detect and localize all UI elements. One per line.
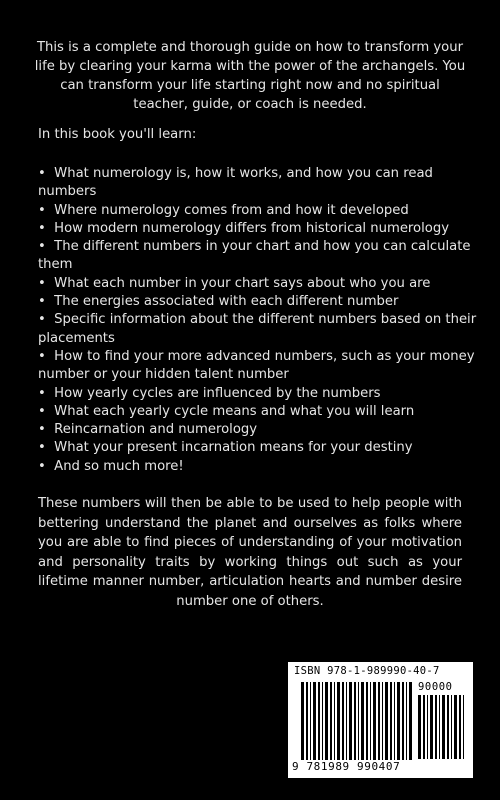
addon-number: 90000	[418, 681, 453, 693]
barcode-stripe	[378, 682, 380, 760]
closing-paragraph: These numbers will then be able to be used to help people with bettering understand the planet and ourselves as folks where you are able to find pieces of understanding of your motivation and personality traits by working things out such as your lifetime manner number, articulation hearts and number desire number one of others.	[38, 496, 462, 609]
list-item: • How modern numerology differs from historical numerology	[38, 220, 478, 238]
barcode-stripe	[361, 682, 364, 760]
barcode-stripe	[358, 682, 359, 760]
barcode-stripe	[310, 682, 311, 760]
barcode-stripe	[423, 695, 425, 759]
barcode-stripe	[409, 682, 412, 760]
barcode-stripe	[439, 695, 440, 759]
barcode-stripe	[463, 695, 464, 759]
barcode-stripe	[390, 682, 392, 760]
barcode-stripe	[337, 682, 340, 760]
list-item: • What numerology is, how it works, and how you can read numbers	[38, 165, 478, 202]
list-item: • What each yearly cycle means and what you will learn	[38, 403, 478, 421]
list-item: • Reincarnation and numerology	[38, 421, 478, 439]
barcode-stripe	[342, 682, 344, 760]
barcode-stripe	[373, 682, 376, 760]
barcode-stripe	[366, 682, 368, 760]
learn-list	[38, 165, 478, 476]
barcode-stripe	[435, 695, 437, 759]
list-item: • The energies associated with each different number	[38, 293, 478, 311]
barcode-stripe	[325, 682, 328, 760]
list-item: • And so much more!	[38, 458, 478, 476]
barcode-stripe	[313, 682, 316, 760]
barcode-stripe	[382, 682, 383, 760]
barcode-stripe	[454, 695, 457, 759]
barcode-stripe	[427, 695, 428, 759]
addon-bars	[418, 695, 468, 773]
barcode-stripe	[306, 682, 308, 760]
barcode-stripe	[370, 682, 371, 760]
barcode-stripe	[406, 682, 407, 760]
list-item: • What each number in your chart says about who you are	[38, 275, 478, 293]
barcode-stripe	[459, 695, 461, 759]
barcode-stripe	[354, 682, 356, 760]
ean-number: 9 781989 990407	[292, 760, 401, 773]
learn-heading: In this book you'll learn:	[38, 127, 197, 142]
isbn-label: ISBN 978-1-989990-40-7	[294, 665, 440, 677]
barcode-stripe	[418, 695, 421, 759]
barcode-stripe	[451, 695, 452, 759]
list-item: • How yearly cycles are influenced by the numbers	[38, 385, 478, 403]
barcode-stripe	[442, 695, 445, 759]
isbn-barcode	[288, 662, 473, 778]
barcode-stripe	[397, 682, 400, 760]
list-item: • Specific information about the different numbers based on their placements	[38, 311, 478, 348]
barcode-stripe	[318, 682, 320, 760]
list-item: • Where numerology comes from and how it developed	[38, 202, 478, 220]
list-item: • What your present incarnation means for your destiny	[38, 439, 478, 457]
barcode-stripe	[385, 682, 388, 760]
list-item: • The different numbers in your chart and how you can calculate them	[38, 238, 478, 275]
barcode-stripe	[346, 682, 347, 760]
barcode-stripe	[334, 682, 335, 760]
ean-bars	[301, 682, 413, 760]
barcode-stripe	[394, 682, 395, 760]
barcode-stripe	[447, 695, 449, 759]
barcode-stripe	[322, 682, 323, 760]
barcode-stripe	[330, 682, 332, 760]
intro-paragraph: This is a complete and thorough guide on how to transform your life by clearing your karma with the power of the archangels. You can transform your life starting right now and no spiritual teacher, guide, or coach is needed.	[34, 40, 466, 112]
barcode-stripe	[430, 695, 433, 759]
barcode-stripe	[349, 682, 352, 760]
barcode-stripe	[301, 682, 304, 760]
list-item: • How to find your more advanced numbers, such as your money number or your hidden talent number	[38, 348, 478, 385]
barcode-stripe	[402, 682, 404, 760]
